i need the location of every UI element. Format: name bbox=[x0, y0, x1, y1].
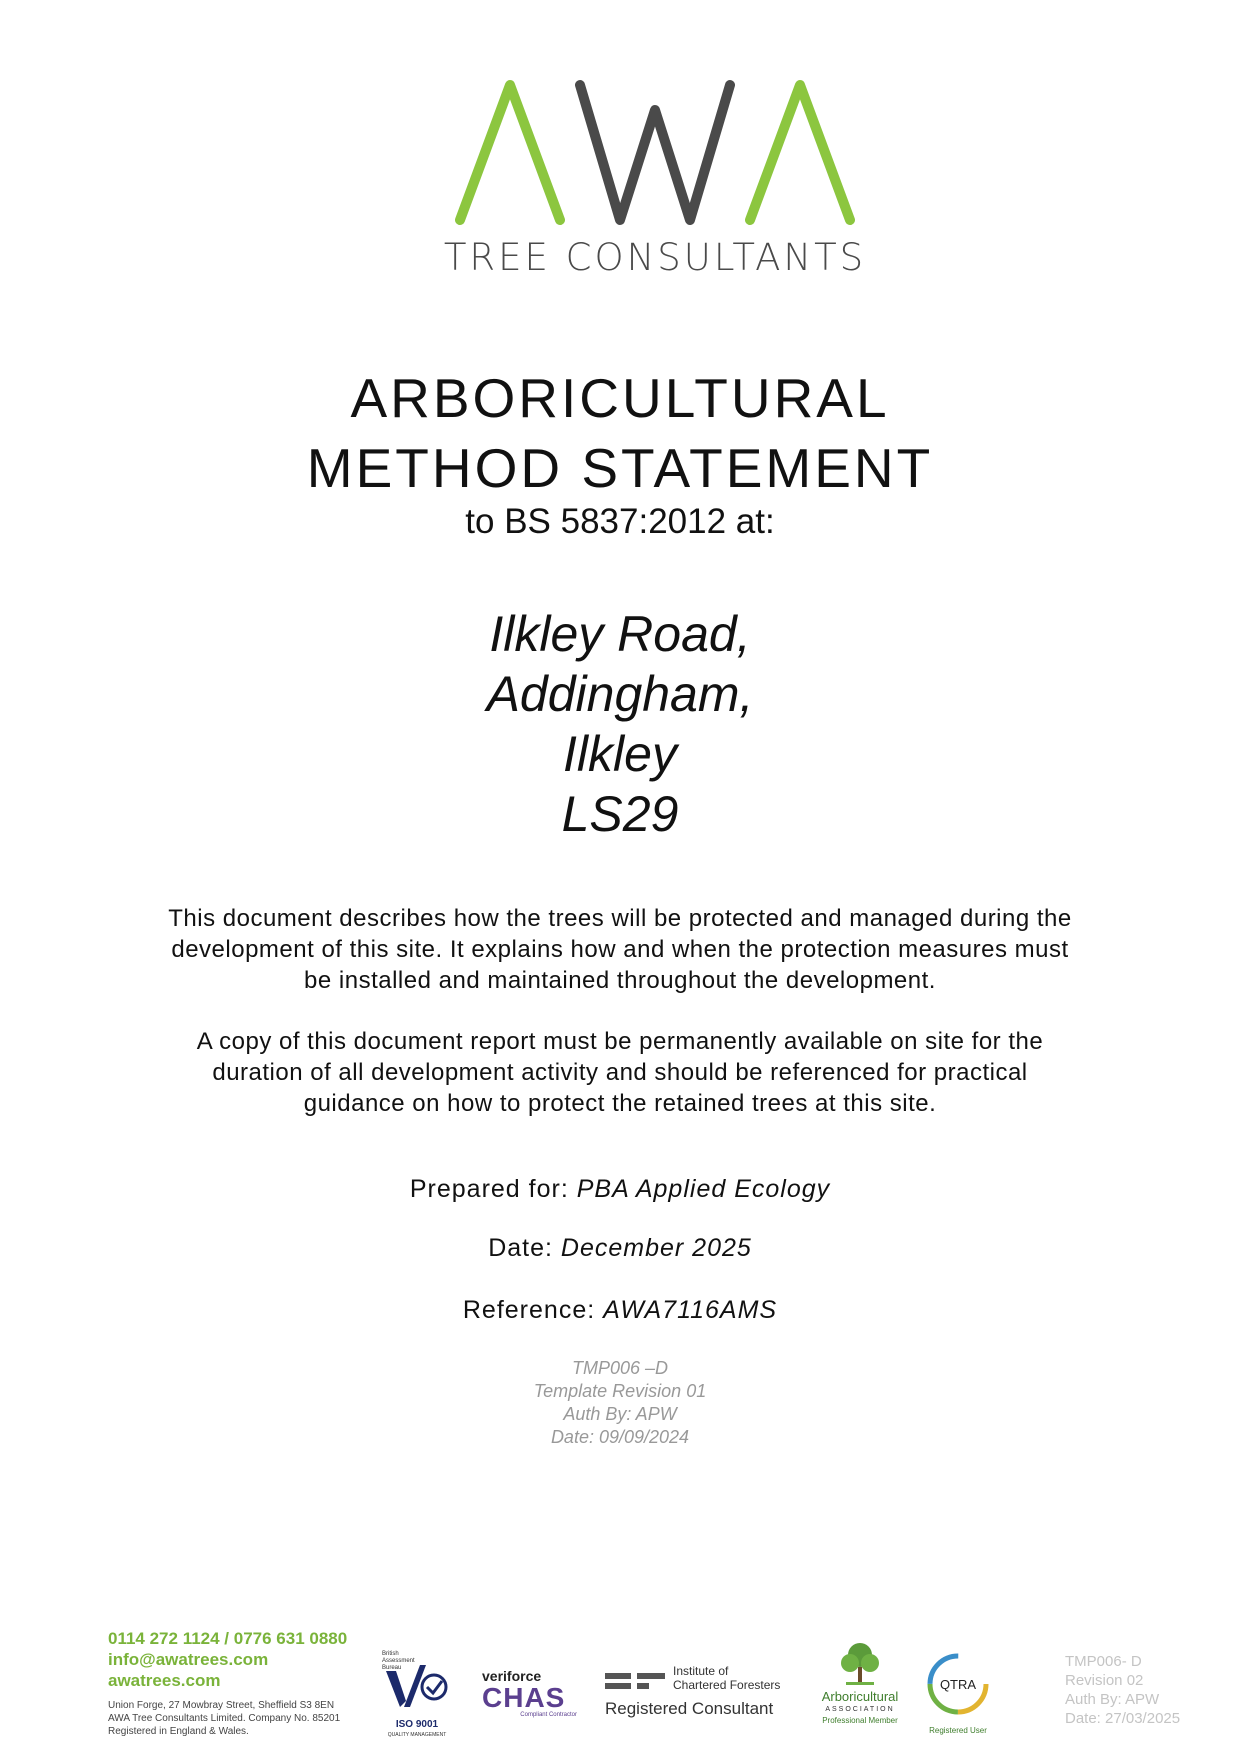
reference-value: AWA7116AMS bbox=[603, 1296, 778, 1324]
reference-label: Reference: bbox=[462, 1296, 596, 1324]
logo-subtitle: TREE CONSULTANTS bbox=[443, 236, 867, 279]
site-address bbox=[0, 604, 1240, 844]
arboricultural-association-badge bbox=[810, 1641, 910, 1746]
intro-paragraph bbox=[0, 903, 1240, 996]
qtra-badge bbox=[918, 1651, 998, 1746]
prepared-label: Prepared for: bbox=[409, 1175, 569, 1203]
footer-ref-line: Date: 27/03/2025 bbox=[1065, 1710, 1181, 1727]
aa-line-1: Arboricultural bbox=[821, 1689, 899, 1704]
aa-line-3: Professional Member bbox=[822, 1716, 898, 1725]
aa-line-2: ASSOCIATION bbox=[825, 1706, 895, 1713]
title-line-1: ARBORICULTURAL bbox=[350, 367, 890, 429]
footer-phone[interactable]: 0114 272 1124 / 0776 631 0880 bbox=[108, 1629, 348, 1648]
paragraph-line: development of this site. It explains how and when the protection measures must bbox=[171, 936, 1069, 963]
footer-ref-line: TMP006- D bbox=[1065, 1653, 1142, 1670]
icf-registered: Registered Consultant bbox=[605, 1699, 774, 1718]
reference bbox=[0, 1296, 1240, 1325]
qtra-text: QTRA bbox=[939, 1677, 977, 1692]
icf-badge bbox=[605, 1664, 795, 1734]
standard-line: to BS 5837:2012 at: bbox=[465, 502, 775, 541]
qtra-sub-label: Registered User bbox=[929, 1726, 987, 1735]
report-date bbox=[0, 1234, 1240, 1263]
date-label: Date: bbox=[488, 1234, 553, 1262]
footer-web[interactable]: awatrees.com bbox=[108, 1671, 221, 1690]
paragraph-line: be installed and maintained throughout the development. bbox=[304, 967, 936, 994]
date-value: December 2025 bbox=[560, 1234, 752, 1262]
title-line-2: METHOD STATEMENT bbox=[306, 437, 934, 499]
icf-name bbox=[673, 1664, 780, 1692]
address-line: Ilkley bbox=[563, 726, 677, 782]
chas-sub-label: Compliant Contractor bbox=[520, 1712, 577, 1718]
footer-email[interactable]: info@awatrees.com bbox=[108, 1650, 269, 1669]
template-line: TMP006 –D bbox=[571, 1358, 669, 1378]
paragraph-line: This document describes how the trees will be protected and managed during the bbox=[168, 905, 1072, 932]
iso-label: ISO 9001 bbox=[395, 1719, 439, 1730]
template-line: Auth By: APW bbox=[563, 1404, 677, 1424]
qtra-ring-icon bbox=[925, 1651, 991, 1717]
address-line: Ilkley Road, bbox=[489, 606, 751, 662]
veriforce-label: veriforce bbox=[482, 1668, 542, 1684]
prepared-for bbox=[0, 1175, 1240, 1204]
iso-check-icon bbox=[382, 1663, 452, 1713]
footer-contact bbox=[108, 1628, 347, 1738]
icf-line-1: Institute of bbox=[673, 1664, 729, 1678]
iso-top-label: British Assessment Bureau bbox=[382, 1651, 415, 1671]
paragraph-line: A copy of this document report must be permanently available on site for the bbox=[196, 1028, 1044, 1055]
icf-line-2: Chartered Foresters bbox=[673, 1678, 781, 1692]
paragraph-line: guidance on how to protect the retained trees at this site. bbox=[303, 1090, 937, 1117]
paragraph-line: duration of all development activity and should be referenced for practical bbox=[212, 1059, 1028, 1086]
footer-template-ref bbox=[1065, 1652, 1180, 1728]
chas-badge bbox=[482, 1668, 582, 1728]
footer-address-line: AWA Tree Consultants Limited. Company No. 85201 bbox=[108, 1713, 341, 1724]
footer-address-line: Registered in England & Wales. bbox=[108, 1726, 249, 1737]
site-copy-paragraph bbox=[0, 1026, 1240, 1119]
chas-label: CHAS bbox=[482, 1682, 566, 1713]
footer bbox=[20, 1626, 1220, 1750]
footer-address-line: Union Forge, 27 Mowbray Street, Sheffield S3 8EN bbox=[108, 1700, 335, 1711]
template-info bbox=[0, 1357, 1240, 1449]
footer-ref-line: Auth By: APW bbox=[1065, 1691, 1160, 1708]
icf-logo-icon bbox=[605, 1670, 667, 1692]
prepared-value: PBA Applied Ecology bbox=[576, 1175, 831, 1203]
address-line: LS29 bbox=[561, 786, 679, 842]
tree-icon bbox=[840, 1641, 880, 1685]
iso-9001-badge bbox=[382, 1651, 452, 1743]
footer-ref-line: Revision 02 bbox=[1065, 1672, 1144, 1689]
template-line: Template Revision 01 bbox=[533, 1381, 707, 1401]
iso-sub-label: QUALITY MANAGEMENT bbox=[387, 1732, 447, 1738]
address-line: Addingham, bbox=[486, 666, 754, 722]
template-line: Date: 09/09/2024 bbox=[550, 1427, 690, 1447]
